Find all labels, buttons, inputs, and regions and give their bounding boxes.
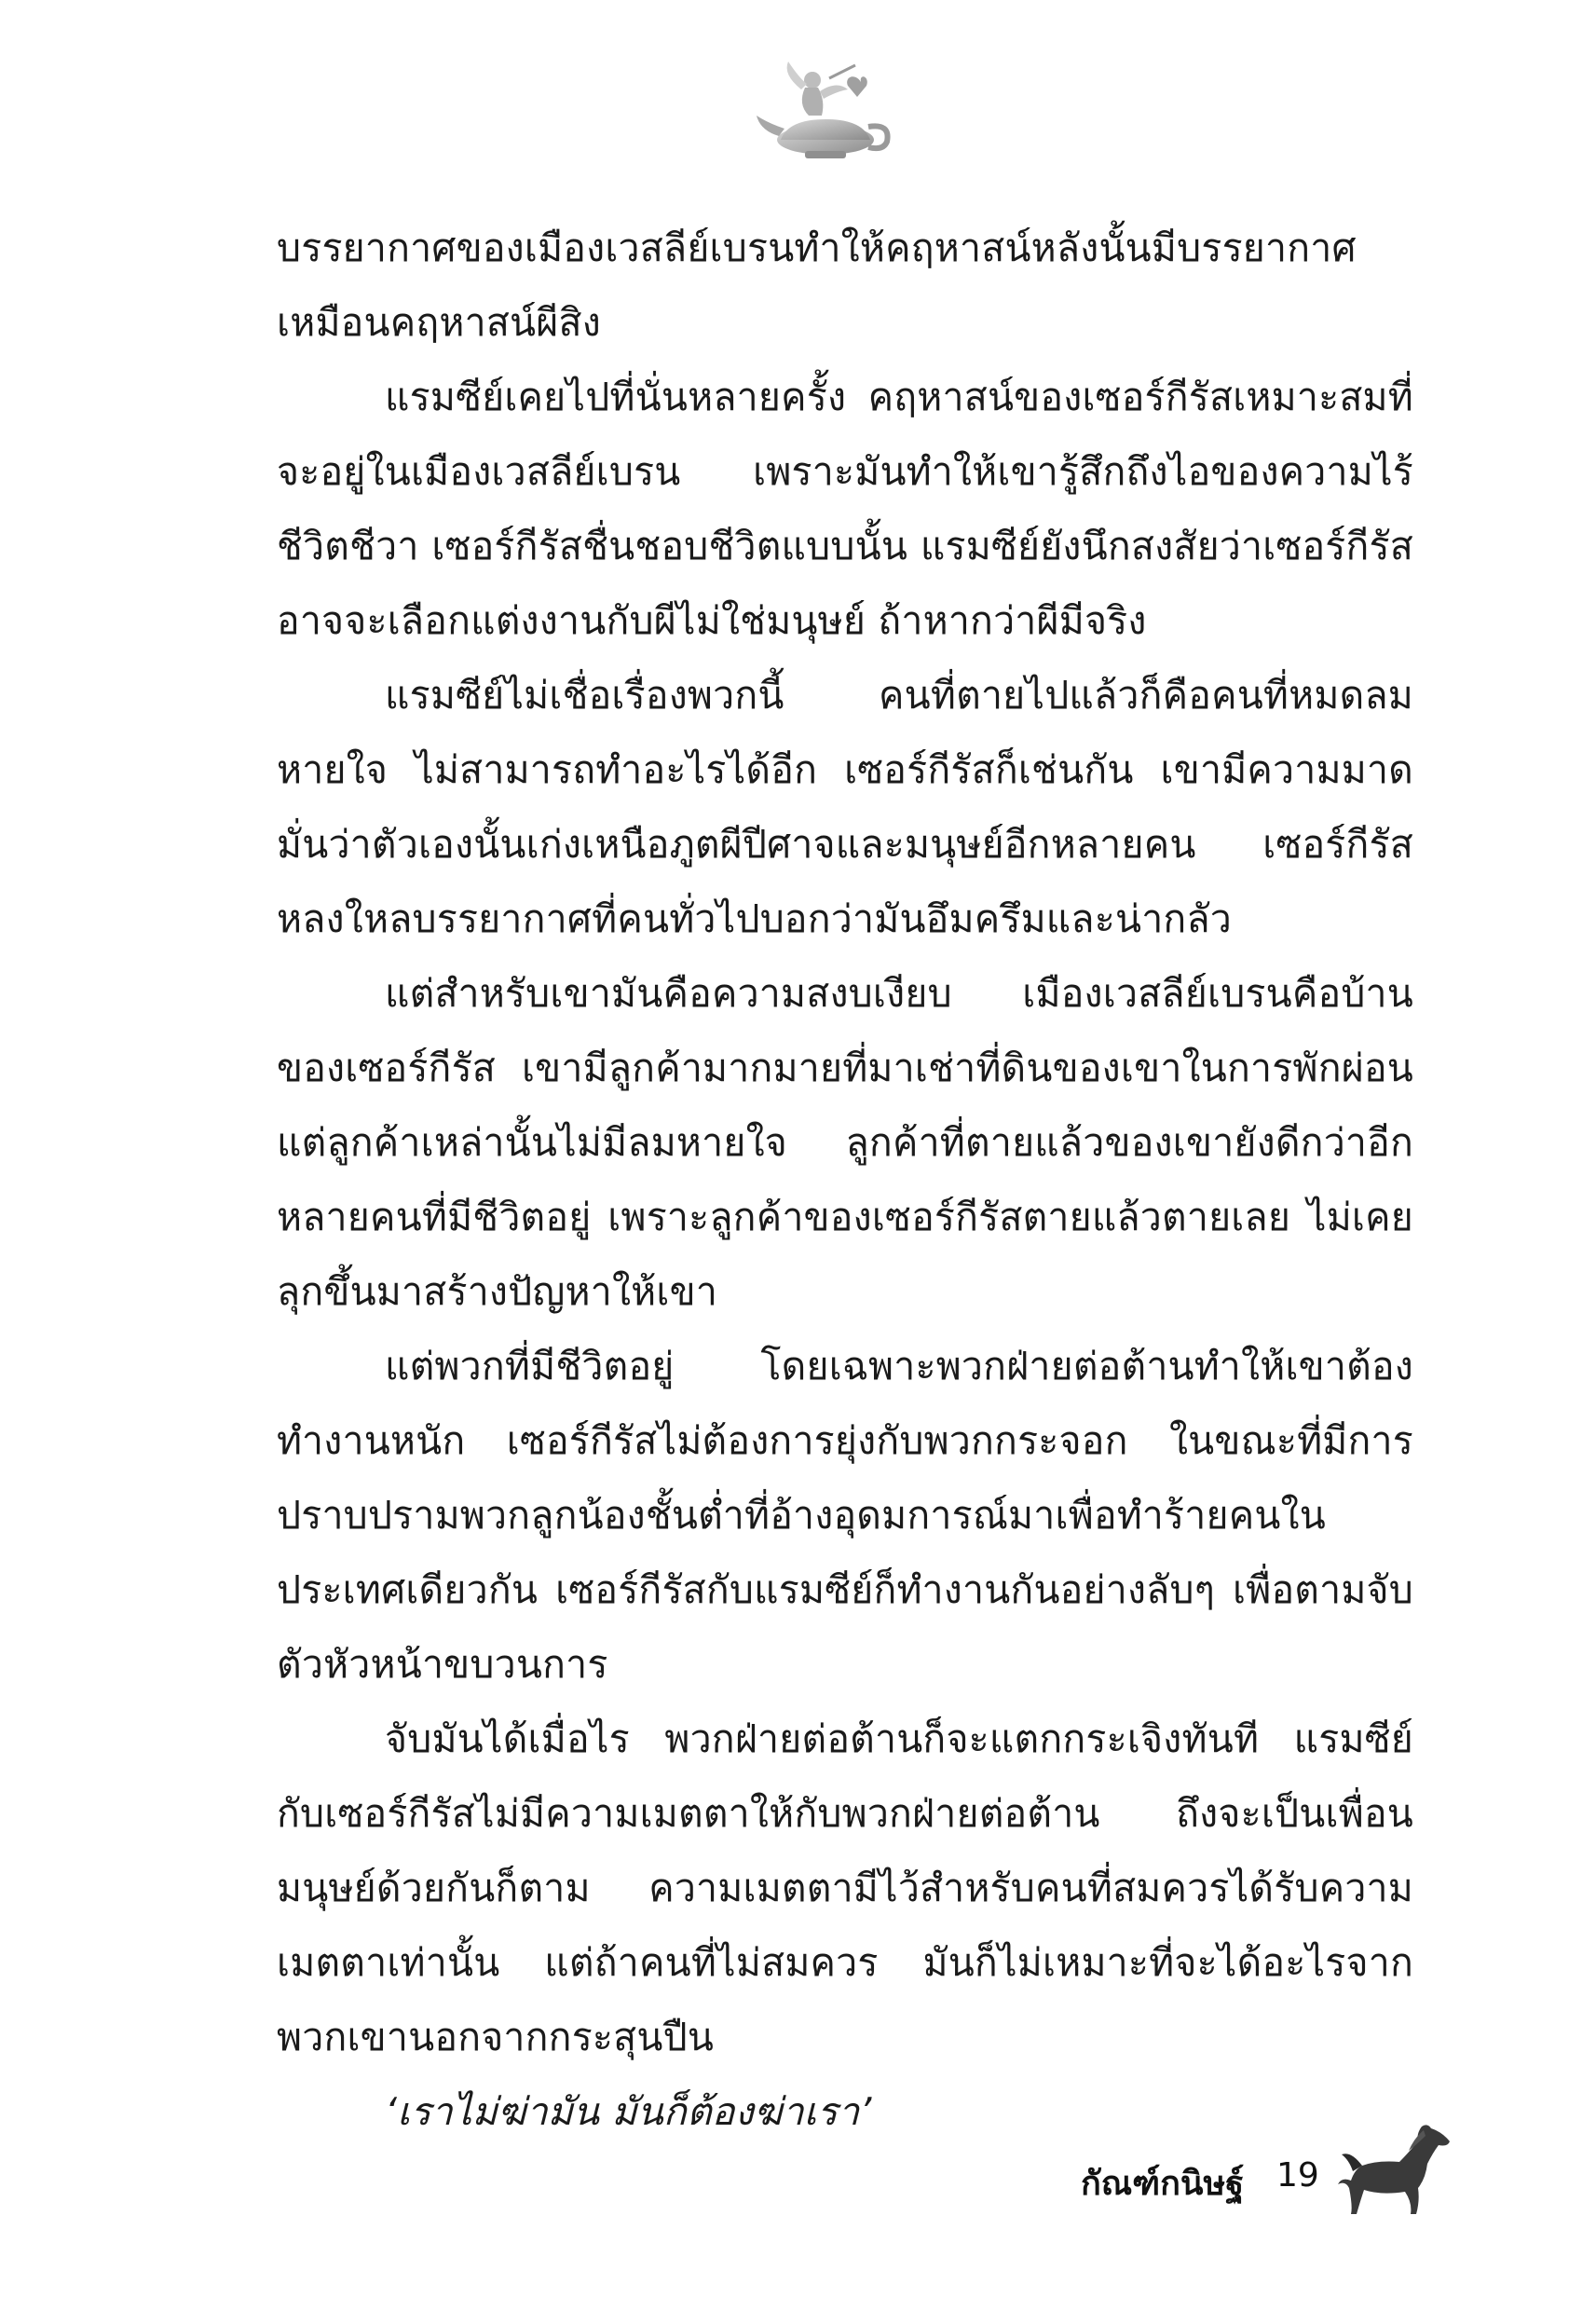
- quote-paragraph: ‘เราไม่ฆ่ามัน มันก็ต้องฆ่าเรา’: [385, 2089, 872, 2134]
- teapot-cupid-ornament-icon: [751, 54, 900, 164]
- book-title: กัณฑ์กนิษฐ์: [1081, 2165, 1245, 2203]
- paragraph: แต่พวกที่มีชีวิตอยู่ โดยเฉพาะพวกฝ่ายต่อต้านทำให้เขาต้องทำงานหนัก เซอร์กีรัสไม่ต้องการยุ่งกับพวกกระจอก ในขณะที่มีการปราบปรามพวกลูกน้องชั้นต่ำที่อ้างอุดมการณ์มาเพื่อทำร้ายคนในประเทศเดียวกัน เซอร์กีรัสกับแรมซีย์ก็ทำงานกันอย่างลับๆ เพื่อตามจับตัวหัวหน้าขบวนการ: [277, 1344, 1413, 1687]
- paragraph: จับมันได้เมื่อไร พวกฝ่ายต่อต้านก็จะแตกกระเจิงทันที แรมซีย์กับเซอร์กีรัสไม่มีความเมตตาให้กับพวกฝ่ายต่อต้าน ถึงจะเป็นเพื่อนมนุษย์ด้วยกันก็ตาม ความเมตตามีไว้สำหรับคนที่สมควรได้รับความเมตตาเท่านั้น แต่ถ้าคนที่ไม่สมควร มันก็ไม่เหมาะที่จะได้อะไรจากพวกเขานอกจากกระสุนปืน: [277, 1716, 1413, 2059]
- page-number: 19: [1276, 2156, 1319, 2195]
- paragraph: แต่สำหรับเขามันคือความสงบเงียบ เมืองเวสลีย์เบรนคือบ้านของเซอร์กีรัส เขามีลูกค้ามากมายที่มาเช่าที่ดินของเขาในการพักผ่อน แต่ลูกค้าเหล่านั้นไม่มีลมหายใจ ลูกค้าที่ตายแล้วของเขายังดีกว่าอีกหลายคนที่มีชีวิตอยู่ เพราะลูกค้าของเซอร์กีรัสตายแล้วตายเลย ไม่เคยลุกขึ้นมาสร้างปัญหาให้เขา: [277, 971, 1413, 1314]
- paragraph: แรมซีย์เคยไปที่นั่นหลายครั้ง คฤหาสน์ของเซอร์กีรัสเหมาะสมที่จะอยู่ในเมืองเวสลีย์เบรน เพราะมันทำให้เขารู้สึกถึงไอของความไร้ชีวิตชีวา เซอร์กีรัสชื่นชอบชีวิตแบบนั้น แรมซีย์ยังนึกสงสัยว่าเซอร์กีรัสอาจจะเลือกแต่งงานกับผีไม่ใช่มนุษย์ ถ้าหากว่าผีมีจริง: [277, 375, 1413, 643]
- body-text: [277, 211, 1413, 2134]
- horse-icon: [1332, 2123, 1453, 2216]
- page-footer: [1025, 2147, 1453, 2212]
- paragraph: แรมซีย์ไม่เชื่อเรื่องพวกนี้ คนที่ตายไปแล้วก็คือคนที่หมดลมหายใจ ไม่สามารถทำอะไรได้อีก เซอร์กีรัสก็เช่นกัน เขามีความมาดมั่นว่าตัวเองนั้นเก่งเหนือภูตผีปีศาจและมนุษย์อีกหลายคน เซอร์กีรัสหลงใหลบรรยากาศที่คนทั่วไปบอกว่ามันอึมครึมและน่ากลัว: [277, 673, 1413, 941]
- paragraph: บรรยากาศของเมืองเวสลีย์เบรนทำให้คฤหาสน์หลังนั้นมีบรรยากาศเหมือนคฤหาสน์ผีสิง: [277, 226, 1357, 345]
